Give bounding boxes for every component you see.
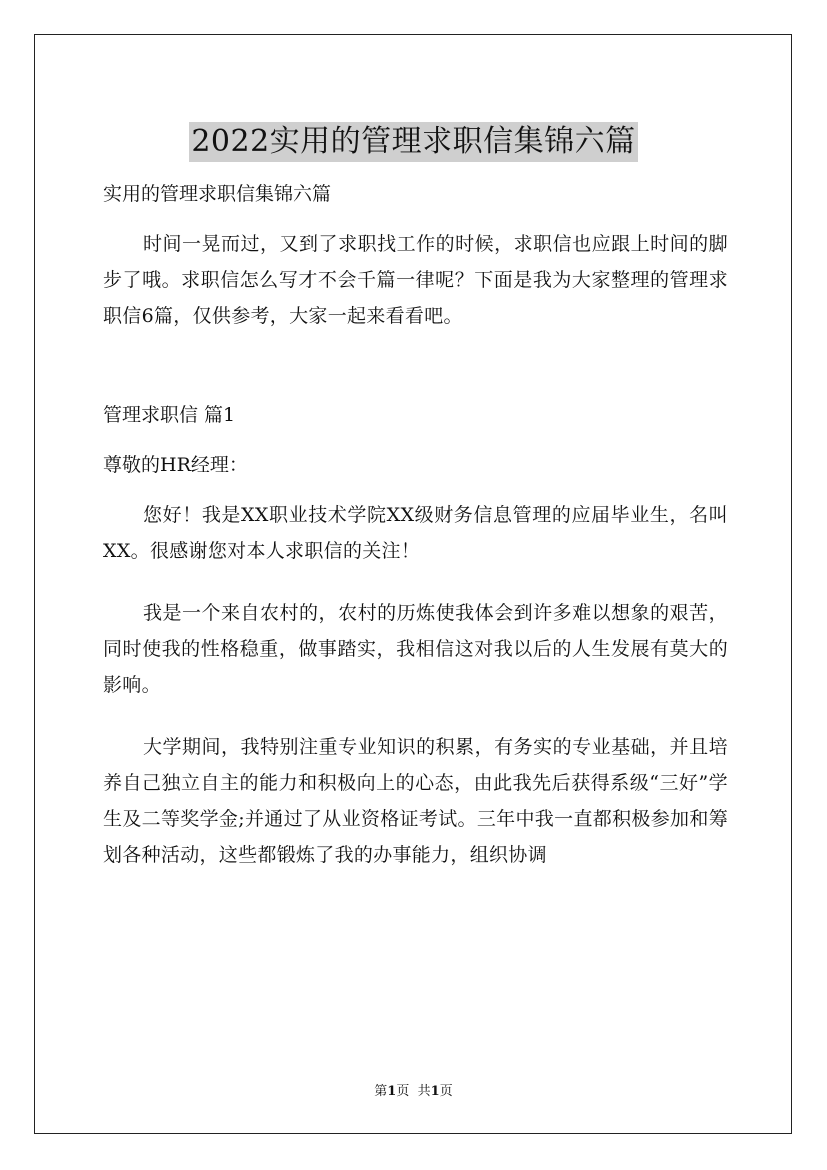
page-prefix: 第 xyxy=(374,1084,388,1099)
document-title: 2022实用的管理求职信集锦六篇 xyxy=(189,122,637,162)
total-pages: 1 xyxy=(430,1084,440,1099)
page-footer xyxy=(0,1084,827,1100)
page-unit: 页 xyxy=(396,1084,410,1099)
page-number: 1 xyxy=(387,1084,397,1099)
salutation: 尊敬的HR经理： xyxy=(103,454,248,476)
total-prefix: 共 xyxy=(417,1084,431,1099)
document-body xyxy=(103,176,728,873)
body-paragraph-1: 您好！我是XX职业技术学院XX级财务信息管理的应届毕业生，名叫XX。很感谢您对本人求职信的关注！ xyxy=(103,504,728,562)
total-unit: 页 xyxy=(439,1084,453,1099)
body-paragraph-2: 我是一个来自农村的，农村的历炼使我体会到许多难以想象的艰苦，同时使我的性格稳重，做事踏实，我相信这对我以后的人生发展有莫大的影响。 xyxy=(103,602,728,696)
intro-paragraph: 时间一晃而过，又到了求职找工作的时候，求职信也应跟上时间的脚步了哦。求职信怎么写才不会千篇一律呢？下面是我为大家整理的管理求职信6篇，仅供参考，大家一起来看看吧。 xyxy=(103,233,728,327)
body-paragraph-3: 大学期间，我特别注重专业知识的积累，有务实的专业基础，并且培养自己独立自主的能力和积极向上的心态，由此我先后获得系级“三好”学生及二等奖学金;并通过了从业资格证考试。三年中我一直都积极参加和筹划各种活动，这些都锻炼了我的办事能力，组织协调 xyxy=(103,736,728,866)
title-container xyxy=(0,102,827,182)
document-subtitle: 实用的管理求职信集锦六篇 xyxy=(103,183,332,205)
section-heading: 管理求职信 篇1 xyxy=(103,404,236,426)
